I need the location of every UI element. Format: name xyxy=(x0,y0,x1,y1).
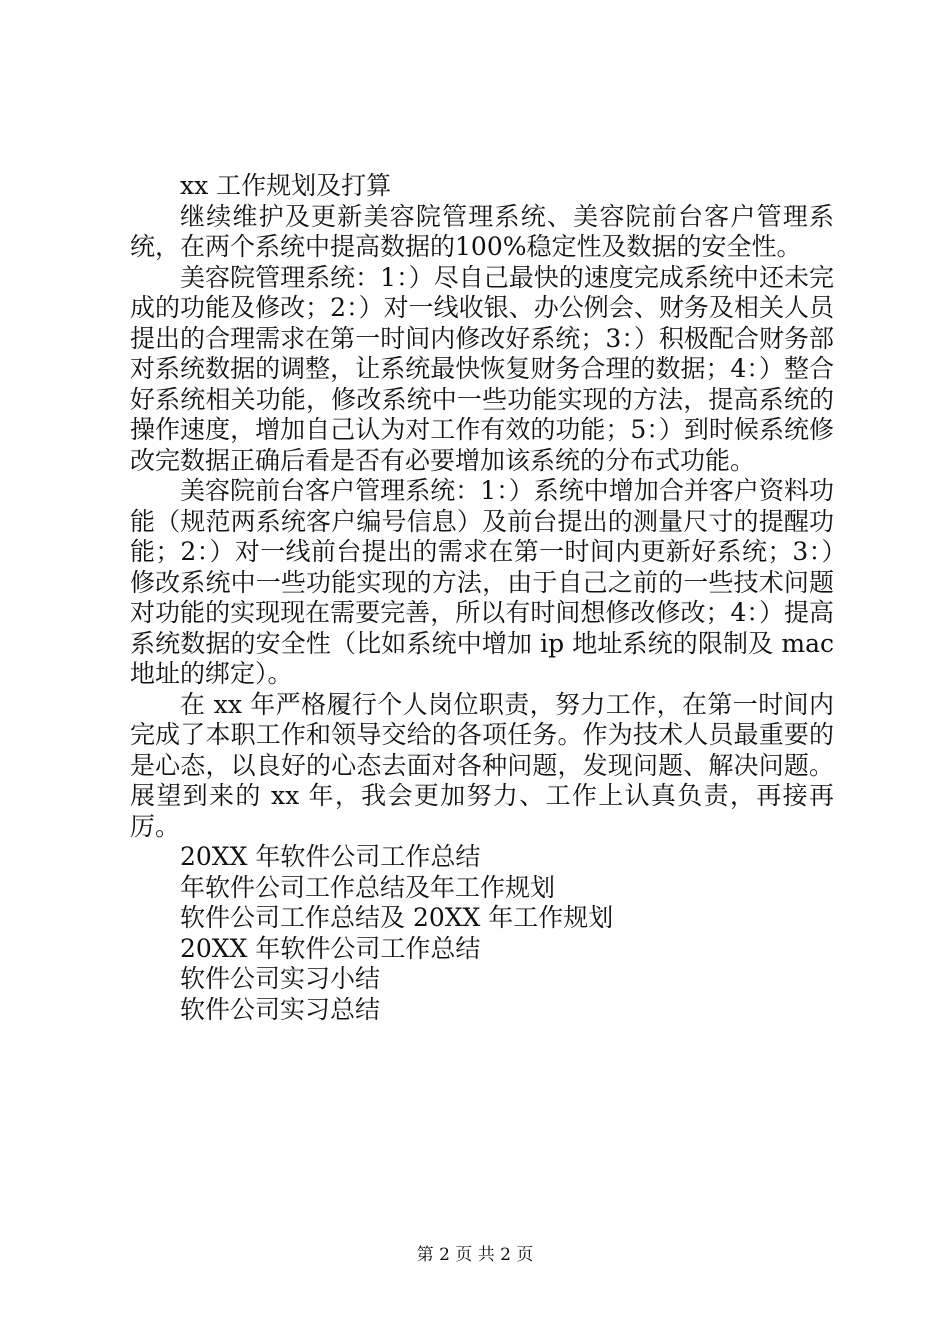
paragraph-management-system: 美容院管理系统：1：）尽自己最快的速度完成系统中还未完成的功能及修改；2：）对一线收银、办公例会、财务及相关人员提出的合理需求在第一时间内修改好系统；3：）积极配合财务部对系统数据的调整，让系统最快恢复财务合理的数据；4：）整合好系统相关功能，修改系统中一些功能实现的方法，提高系统的操作速度，增加自己认为对工作有效的功能；5：）到时候系统修改完数据正确后看是否有必要增加该系统的分布式功能。 xyxy=(130,262,834,475)
related-link[interactable]: 软件公司工作总结及 20XX 年工作规划 xyxy=(180,903,614,932)
related-link[interactable]: 软件公司实习总结 xyxy=(180,994,381,1024)
section-heading: xx 工作规划及打算 xyxy=(180,171,392,200)
related-link[interactable]: 20XX 年软件公司工作总结 xyxy=(180,933,481,963)
paragraph-summary: 在 xx 年严格履行个人岗位职责，努力工作，在第一时间内完成了本职工作和领导交给的各项任务。作为技术人员最重要的是心态，以良好的心态去面对各种问题，发现问题、解决问题。展望到来的 xx 年，我会更加努力、工作上认真负责，再接再厉。 xyxy=(130,689,834,841)
related-link[interactable]: 软件公司实习小结 xyxy=(180,964,381,993)
page-number-footer: 第 2 页 共 2 页 xyxy=(416,1245,534,1265)
paragraph-maintenance: 继续维护及更新美容院管理系统、美容院前台客户管理系统，在两个系统中提高数据的100%稳定性及数据的安全性。 xyxy=(130,201,834,261)
paragraph-front-desk-system: 美容院前台客户管理系统：1：）系统中增加合并客户资料功能（规范两系统客户编号信息）及前台提出的测量尺寸的提醒功能；2：）对一线前台提出的需求在第一时间内更新好系统；3：）修改系统中一些功能实现的方法，由于自己之前的一些技术问题对功能的实现现在需要完善，所以有时间想修改修改；4：）提高系统数据的安全性（比如系统中增加 ip 地址系统的限制及 mac 地址的绑定）。 xyxy=(130,476,834,688)
document-body xyxy=(130,171,834,1025)
related-link[interactable]: 年软件公司工作总结及年工作规划 xyxy=(180,872,556,902)
related-link[interactable]: 20XX 年软件公司工作总结 xyxy=(180,842,481,871)
